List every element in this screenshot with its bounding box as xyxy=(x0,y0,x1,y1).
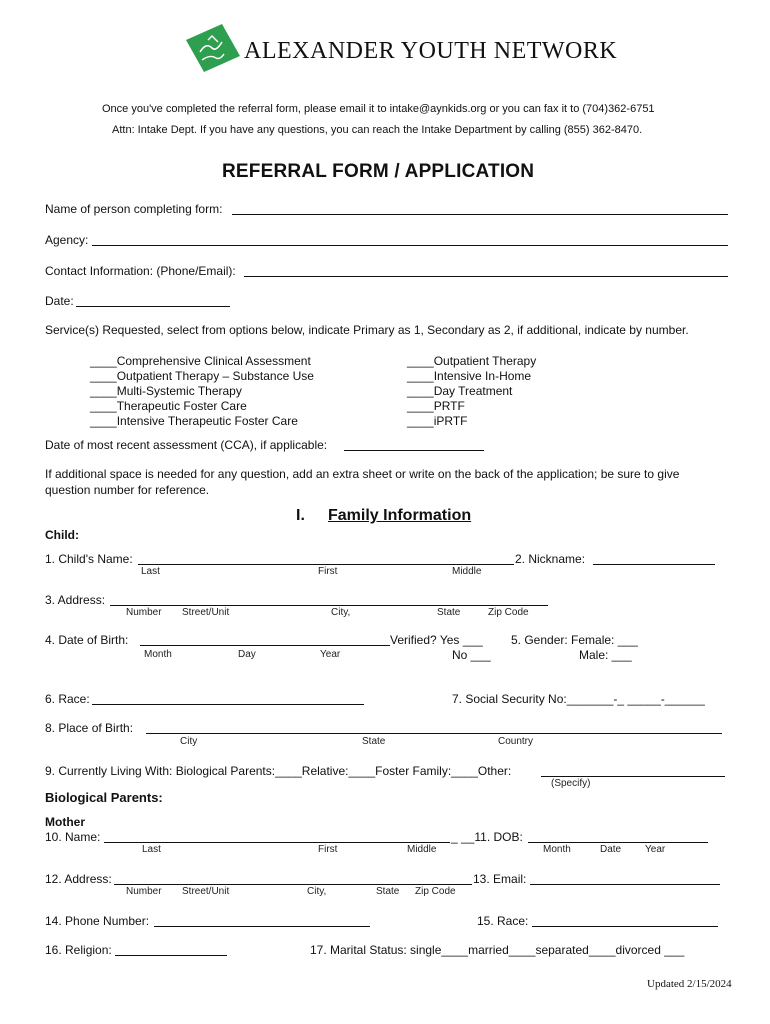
sublabel: Zip Code xyxy=(415,886,456,897)
page-title: REFERRAL FORM / APPLICATION xyxy=(222,161,535,182)
org-name: ALEXANDER YOUTH NETWORK xyxy=(244,38,618,64)
mother-race-field[interactable] xyxy=(532,926,718,927)
sublabel: State xyxy=(362,736,386,747)
sublabel: Month xyxy=(144,649,172,660)
service-option[interactable]: ____Day Treatment xyxy=(407,384,513,398)
contact-label: Contact Information: (Phone/Email): xyxy=(45,264,236,278)
mother-email-label: 13. Email: xyxy=(473,872,527,886)
child-name-field[interactable] xyxy=(138,564,514,565)
mother-phone-field[interactable] xyxy=(154,926,370,927)
agency-field[interactable] xyxy=(92,245,728,246)
sublabel: City, xyxy=(307,886,327,897)
mother-dob-label: _ __11. DOB: xyxy=(451,830,523,844)
sublabel: City xyxy=(180,736,198,747)
child-dob-label: 4. Date of Birth: xyxy=(45,633,129,647)
birthplace-field[interactable] xyxy=(146,733,722,734)
sublabel: State xyxy=(437,607,461,618)
sublabel: Last xyxy=(141,566,160,577)
date-field[interactable] xyxy=(76,306,230,307)
marital-status-field[interactable]: 17. Marital Status: single____married____separated____divorced ___ xyxy=(310,943,685,957)
agency-label: Agency: xyxy=(45,233,89,247)
other-specify-field[interactable] xyxy=(541,776,725,777)
gender-male[interactable]: Male: ___ xyxy=(579,648,632,662)
sublabel: Number xyxy=(126,886,162,897)
birthplace-label: 8. Place of Birth: xyxy=(45,721,134,735)
mother-name-field[interactable] xyxy=(104,842,450,843)
sublabel: City, xyxy=(331,607,351,618)
verified-yes[interactable]: Verified? Yes ___ xyxy=(390,633,483,647)
mother-phone-label: 14. Phone Number: xyxy=(45,914,150,928)
service-option[interactable]: ____Intensive Therapeutic Foster Care xyxy=(90,414,298,428)
mother-address-field[interactable] xyxy=(114,884,472,885)
cca-date-field[interactable] xyxy=(344,450,484,451)
ssn-field[interactable]: 7. Social Security No:_______-_ _____-______ xyxy=(452,692,705,706)
sublabel: (Specify) xyxy=(551,778,591,789)
sublabel: Zip Code xyxy=(488,607,529,618)
mother-race-label: 15. Race: xyxy=(477,914,529,928)
sublabel: Middle xyxy=(407,844,437,855)
mother-religion-field[interactable] xyxy=(115,955,227,956)
date-label: Date: xyxy=(45,294,74,308)
footer-updated: Updated 2/15/2024 xyxy=(647,978,732,990)
name-completing-field[interactable] xyxy=(232,214,728,215)
child-dob-field[interactable] xyxy=(140,645,390,646)
mother-religion-label: 16. Religion: xyxy=(45,943,112,957)
service-option[interactable]: ____Therapeutic Foster Care xyxy=(90,399,247,413)
sublabel: Year xyxy=(320,649,341,660)
service-option[interactable]: ____iPRTF xyxy=(407,414,468,428)
logo-mark-icon xyxy=(182,22,242,74)
nickname-field[interactable] xyxy=(593,564,715,565)
verified-no[interactable]: No ___ xyxy=(452,648,491,662)
living-with-label[interactable]: 9. Currently Living With: Biological Parents:____Relative:____Foster Family:____Other: xyxy=(45,764,512,778)
service-option[interactable]: ____Outpatient Therapy – Substance Use xyxy=(90,369,314,383)
sublabel: First xyxy=(318,844,338,855)
note-line2: question number for reference. xyxy=(45,483,210,497)
contact-field[interactable] xyxy=(244,276,728,277)
gender-female[interactable]: 5. Gender: Female: ___ xyxy=(511,633,638,647)
nickname-label: 2. Nickname: xyxy=(515,552,586,566)
header-instruction-line2: Attn: Intake Dept. If you have any questions, you can reach the Intake Department by calling (855) 362-8470. xyxy=(112,124,643,136)
sublabel: First xyxy=(318,566,338,577)
service-option[interactable]: ____PRTF xyxy=(407,399,465,413)
child-race-field[interactable] xyxy=(92,704,364,705)
mother-heading: Mother xyxy=(45,815,85,829)
child-name-label: 1. Child's Name: xyxy=(45,552,133,566)
sublabel: Year xyxy=(645,844,666,855)
sublabel: Last xyxy=(142,844,161,855)
section-title: Family Information xyxy=(328,507,472,524)
child-address-field[interactable] xyxy=(110,605,548,606)
mother-name-label: 10. Name: xyxy=(45,830,101,844)
bio-parents-heading: Biological Parents: xyxy=(45,790,163,805)
child-race-label: 6. Race: xyxy=(45,692,90,706)
child-address-label: 3. Address: xyxy=(45,593,106,607)
sublabel: Month xyxy=(543,844,571,855)
service-option[interactable]: ____Comprehensive Clinical Assessment xyxy=(90,354,311,368)
mother-dob-field[interactable] xyxy=(528,842,708,843)
name-completing-label: Name of person completing form: xyxy=(45,202,223,216)
mother-email-field[interactable] xyxy=(530,884,720,885)
section-number: I. xyxy=(296,507,305,524)
sublabel: Country xyxy=(498,736,534,747)
sublabel: Street/Unit xyxy=(182,886,230,897)
mother-address-label: 12. Address: xyxy=(45,872,112,886)
note-line1: If additional space is needed for any question, add an extra sheet or write on the back of the application; be sure to give xyxy=(45,467,680,481)
sublabel: State xyxy=(376,886,400,897)
header-instruction-line1: Once you've completed the referral form, please email it to intake@aynkids.org or you can fax it to (704)362-6751 xyxy=(102,103,655,115)
cca-label: Date of most recent assessment (CCA), if applicable: xyxy=(45,438,328,452)
sublabel: Number xyxy=(126,607,162,618)
sublabel: Middle xyxy=(452,566,482,577)
services-instruction: Service(s) Requested, select from options below, indicate Primary as 1, Secondary as 2, if additional, indicate by number. xyxy=(45,323,689,337)
service-option[interactable]: ____Multi-Systemic Therapy xyxy=(90,384,242,398)
service-option[interactable]: ____Intensive In-Home xyxy=(407,369,532,383)
child-heading: Child: xyxy=(45,528,79,542)
sublabel: Street/Unit xyxy=(182,607,230,618)
service-option[interactable]: ____Outpatient Therapy xyxy=(407,354,537,368)
sublabel: Date xyxy=(600,844,622,855)
logo xyxy=(182,22,242,74)
sublabel: Day xyxy=(238,649,256,660)
